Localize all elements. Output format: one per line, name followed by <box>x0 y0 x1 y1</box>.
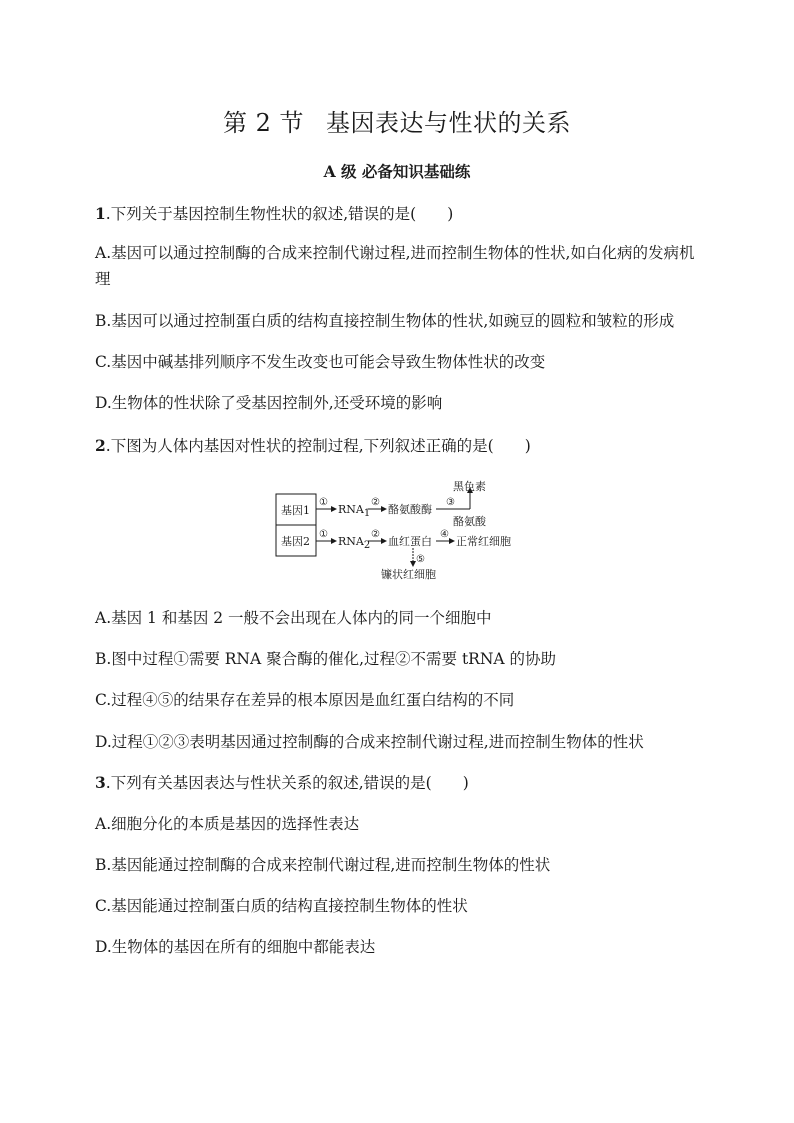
question-1-option-b: B.基因可以通过控制蛋白质的结构直接控制生物体的性状,如豌豆的圆粒和皱粒的形成 <box>95 312 675 330</box>
question-2-option-c: C.过程④⑤的结果存在差异的根本原因是血红蛋白结构的不同 <box>95 691 515 709</box>
title-text: 基因表达与性状的关系 <box>326 109 572 137</box>
enzyme-label: 酪氨酸酶 <box>388 503 432 516</box>
question-3-stem <box>95 770 705 796</box>
question-2-text: .下图为人体内基因对性状的控制过程,下列叙述正确的是( ) <box>105 437 531 455</box>
step-2-top-label: ② <box>371 497 380 508</box>
step-2-bottom-label: ② <box>371 529 380 540</box>
question-2-option-a: A.基因 1 和基因 2 一般不会出现在人体内的同一个细胞中 <box>95 609 492 627</box>
question-3-text: .下列有关基因表达与性状关系的叙述,错误的是( ) <box>105 774 469 792</box>
sickle-rbc-label: 镰状红细胞 <box>381 568 436 581</box>
question-3-option-d: D.生物体的基因在所有的细胞中都能表达 <box>95 938 376 956</box>
step-1-bottom-label: ① <box>319 529 328 540</box>
step-5-label: ⑤ <box>416 554 425 565</box>
gene-1-label: 基因1 <box>281 504 310 517</box>
question-3-option-b: B.基因能通过控制酶的合成来控制代谢过程,进而控制生物体的性状 <box>95 856 551 874</box>
rna1-label: RNA1 <box>338 503 371 519</box>
step-3-label: ③ <box>446 497 455 508</box>
tyrosine-label: 酪氨酸 <box>453 515 486 528</box>
question-2-option-d: D.过程①②③表明基因通过控制酶的合成来控制代谢过程,进而控制生物体的性状 <box>95 733 644 751</box>
question-3-number: 3 <box>95 773 106 792</box>
gene-control-diagram <box>276 478 546 582</box>
question-2-stem <box>95 433 705 459</box>
step-1-label: ① <box>319 497 328 508</box>
step-4-label: ④ <box>440 529 449 540</box>
question-1-text: .下列关于基因控制生物性状的叙述,错误的是( ) <box>105 205 454 223</box>
question-1-option-d: D.生物体的性状除了受基因控制外,还受环境的影响 <box>95 394 443 412</box>
melanin-label: 黑色素 <box>453 480 486 493</box>
question-3-option-c: C.基因能通过控制蛋白质的结构直接控制生物体的性状 <box>95 897 468 915</box>
title-section-number: 第 2 节 <box>222 109 305 137</box>
question-3-option-a: A.细胞分化的本质是基因的选择性表达 <box>95 815 360 833</box>
question-1-number: 1 <box>95 204 106 223</box>
hemoglobin-label: 血红蛋白 <box>388 535 432 548</box>
page-title <box>0 103 794 138</box>
question-2-option-b: B.图中过程①需要 RNA 聚合酶的催化,过程②不需要 tRNA 的协助 <box>95 650 557 668</box>
question-1-option-c: C.基因中碱基排列顺序不发生改变也可能会导致生物体性状的改变 <box>95 353 546 371</box>
gene-2-label: 基因2 <box>281 535 310 548</box>
question-1-stem <box>95 201 705 227</box>
section-heading: A 级 必备知识基础练 <box>323 162 471 181</box>
diagram-svg <box>276 478 546 582</box>
normal-rbc-label: 正常红细胞 <box>456 535 511 548</box>
question-1-option-a: A.基因可以通过控制酶的合成来控制代谢过程,进而控制生物体的性状,如白化病的发病机理 <box>95 244 695 288</box>
rna2-label: RNA2 <box>338 535 371 551</box>
question-2-number: 2 <box>95 436 106 455</box>
